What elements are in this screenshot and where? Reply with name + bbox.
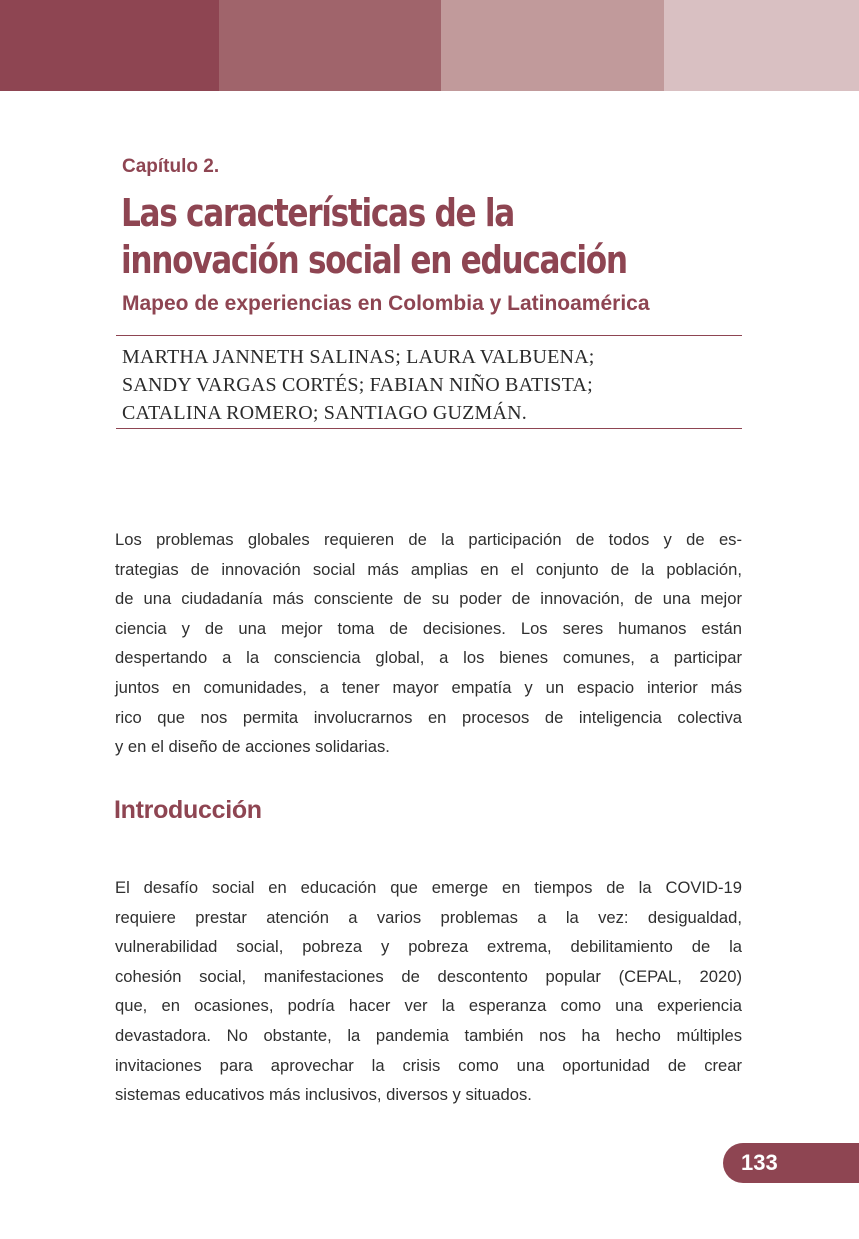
text-line: despertando a la consciencia global, a los bienes comunes, a participar (115, 648, 742, 668)
text-line: vulnerabilidad social, pobreza y pobreza extrema, debilitamiento de la (115, 937, 742, 957)
text-line: juntos en comunidades, a tener mayor empatía y un espacio interior más (115, 677, 742, 697)
author-line: CATALINA ROMERO; SANTIAGO GUZMÁN. (122, 402, 527, 424)
chapter-label: Capítulo 2. (122, 156, 220, 177)
chapter-title-line-2: innovación social en educación (121, 238, 627, 282)
chapter-title-line-1: Las características de la (121, 191, 514, 235)
text-line: trategias de innovación social más amplias en el conjunto de la población, (115, 559, 742, 579)
header-band-4 (664, 0, 859, 91)
text-line: Los problemas globales requieren de la participación de todos y de es- (115, 530, 742, 549)
text-line: que, en ocasiones, podría hacer ver la esperanza como una experiencia (115, 996, 742, 1016)
text-line: y en el diseño de acciones solidarias. (115, 737, 390, 757)
author-line: SANDY VARGAS CORTÉS; FABIAN NIÑO BATISTA; (122, 374, 593, 396)
introduction-paragraph (115, 873, 742, 1110)
text-line: ciencia y de una mejor toma de decisiones. Los seres humanos están (115, 618, 742, 638)
chapter-subtitle: Mapeo de experiencias en Colombia y Latinoamérica (122, 292, 650, 315)
author-list (122, 343, 742, 427)
section-heading-introduccion: Introducción (114, 796, 262, 824)
text-line: requiere prestar atención a varios problemas a la vez: desigualdad, (115, 907, 742, 927)
authors-bottom-rule (116, 428, 742, 429)
chapter-title (121, 190, 646, 284)
header-band-3 (441, 0, 664, 91)
text-line: sistemas educativos más inclusivos, diversos y situados. (115, 1085, 532, 1105)
header-band-1 (0, 0, 219, 91)
text-line: El desafío social en educación que emerge en tiempos de la COVID-19 (115, 878, 742, 897)
text-line: de una ciudadanía más consciente de su poder de innovación, de una mejor (115, 589, 742, 609)
abstract-paragraph (115, 525, 742, 762)
text-line: cohesión social, manifestaciones de descontento popular (CEPAL, 2020) (115, 966, 742, 986)
author-line: MARTHA JANNETH SALINAS; LAURA VALBUENA; (122, 346, 595, 368)
page-number: 133 (741, 1150, 778, 1175)
authors-top-rule (116, 335, 742, 336)
header-band-2 (219, 0, 441, 91)
text-line: rico que nos permita involucrarnos en procesos de inteligencia colectiva (115, 707, 742, 727)
text-line: devastadora. No obstante, la pandemia también nos ha hecho múltiples (115, 1025, 742, 1045)
text-line: invitaciones para aprovechar la crisis como una oportunidad de crear (115, 1055, 742, 1075)
